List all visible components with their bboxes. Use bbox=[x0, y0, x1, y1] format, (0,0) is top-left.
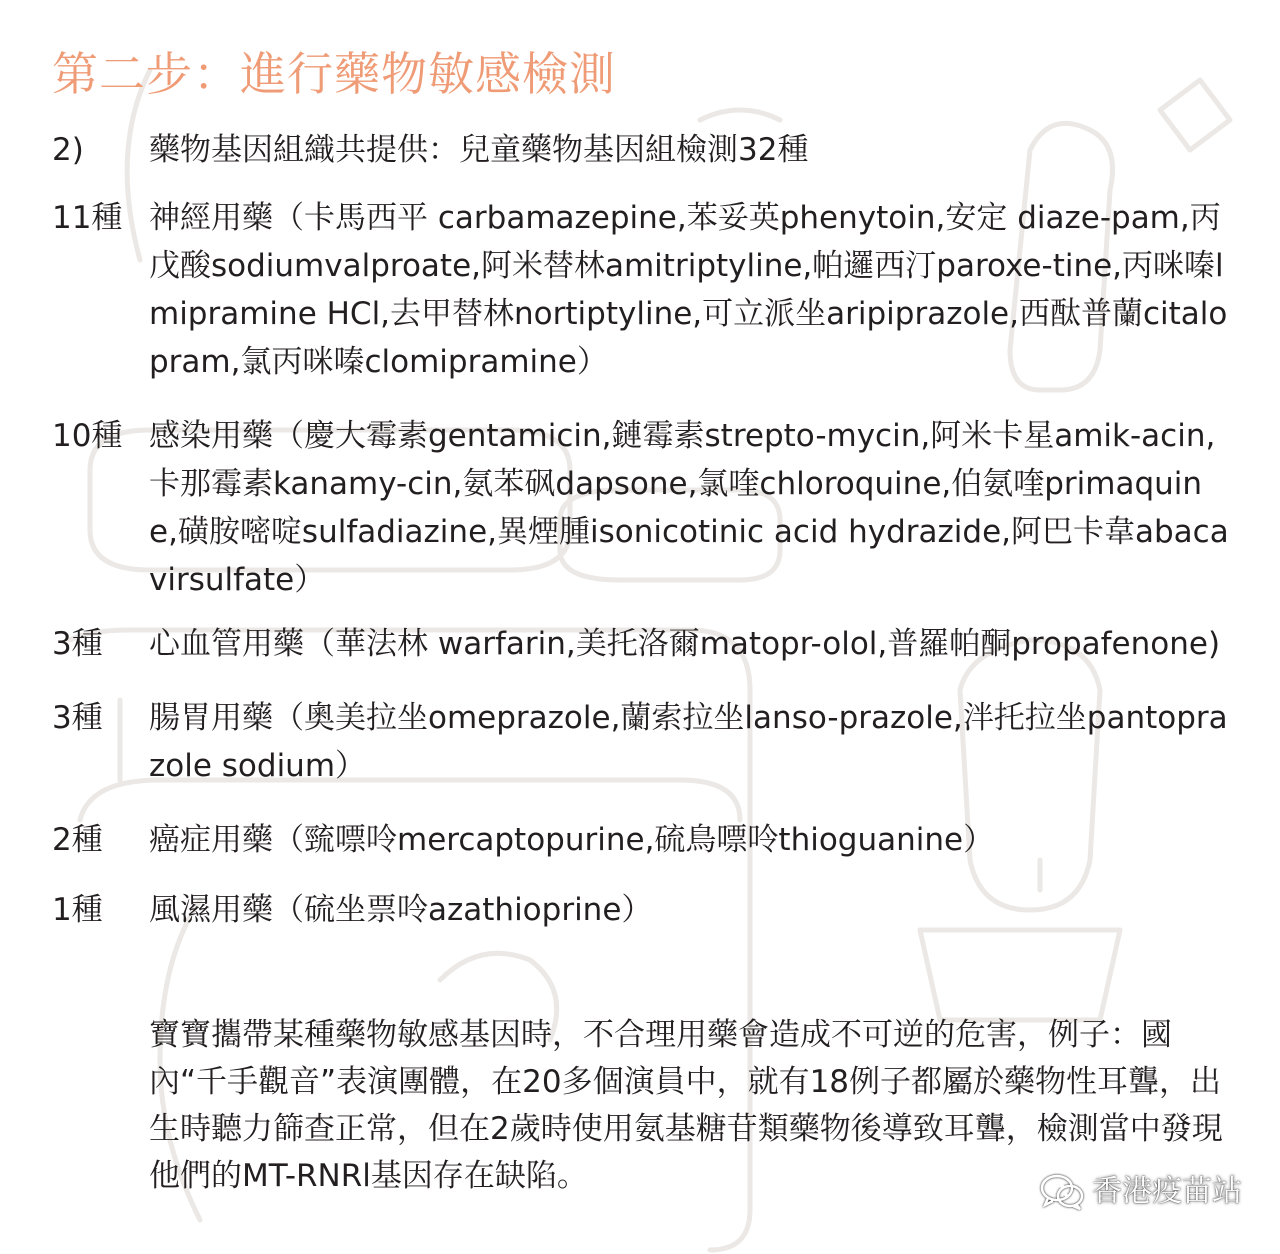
item-number: 1種 bbox=[52, 892, 103, 928]
list-item bbox=[52, 194, 1252, 386]
watermark-label: 香港疫苗站 bbox=[1092, 1174, 1242, 1209]
list-item bbox=[52, 620, 1252, 668]
item-text: 風濕用藥（硫坐票呤azathioprine） bbox=[149, 892, 653, 928]
list-item bbox=[52, 412, 1252, 604]
item-text: 藥物基因組織共提供：兒童藥物基因組檢測32種 bbox=[149, 132, 809, 168]
item-text: 腸胃用藥（奧美拉坐omeprazole,蘭索拉坐lanso-prazole,泮托拉坐pantoprazole sodium） bbox=[149, 700, 1228, 784]
page-title: 第二步：進行藥物敏感檢測 bbox=[52, 47, 616, 101]
item-number: 10種 bbox=[52, 418, 123, 454]
item-text: 感染用藥（慶大霉素gentamicin,鏈霉素strepto-mycin,阿米卡星amik-acin,卡那霉素kanamy-cin,氨苯砜dapsone,氯喹chloroquine,伯氨喹primaquine,磺胺嘧啶sulfadiazine,異煙腫isonicotinic acid hydrazide,阿巴卡韋abacavirsulfate） bbox=[149, 418, 1229, 598]
item-number: 3種 bbox=[52, 700, 103, 736]
list-item bbox=[52, 886, 1252, 934]
item-number: 11種 bbox=[52, 200, 123, 236]
drug-test-list bbox=[52, 126, 1252, 934]
item-number: 2) bbox=[52, 132, 84, 168]
list-item bbox=[52, 126, 1252, 174]
wechat-icon bbox=[1038, 1172, 1086, 1212]
watermark bbox=[1038, 1170, 1242, 1214]
item-number: 2種 bbox=[52, 822, 103, 858]
item-number: 3種 bbox=[52, 626, 103, 662]
item-text: 神經用藥（卡馬西平 carbamazepine,苯妥英phenytoin,安定 diaze-pam,丙戊酸sodiumvalproate,阿米替林amitriptyline,帕邏西汀paroxe-tine,丙咪嗪lmipramine HCl,去甲替林nortiptyline,可立派坐aripiprazole,西酞普蘭citalopram,氯丙咪嗪clomipramine） bbox=[149, 200, 1228, 380]
list-item bbox=[52, 816, 1252, 864]
item-text: 心血管用藥（華法林 warfarin,美托洛爾matopr-olol,普羅帕酮propafenone) bbox=[149, 626, 1221, 662]
item-text: 癌症用藥（巰嘌呤mercaptopurine,硫鳥嘌呤thioguanine） bbox=[149, 822, 995, 858]
list-item bbox=[52, 694, 1252, 790]
example-note: 寶寶攜帶某種藥物敏感基因時，不合理用藥會造成不可逆的危害，例子：國內“千手觀音”表演團體，在20多個演員中，就有18例子都屬於藥物性耳聾，出生時聽力篩查正常，但在2歲時使用氨基糖苷類藥物後導致耳聾，檢測當中發現他們的MT-RNRl基因存在缺陷。 bbox=[149, 1017, 1223, 1194]
